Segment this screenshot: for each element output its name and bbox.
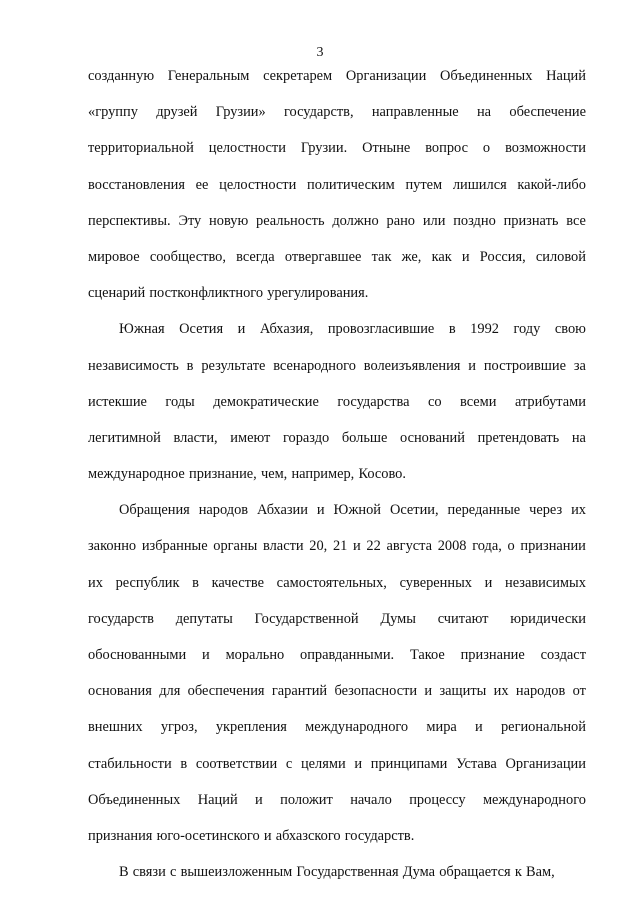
text-line: Объединенных Наций и положит начало процессу международного bbox=[88, 791, 586, 808]
paragraph bbox=[88, 311, 586, 492]
text-line: мировое сообщество, всегда отвергавшее так же, как и Россия, силовой bbox=[88, 248, 586, 265]
page-number: 3 bbox=[316, 45, 324, 60]
text-line: «группу друзей Грузии» государств, направленные на обеспечение bbox=[88, 104, 586, 121]
text-line: перспективы. Эту новую реальность должно рано или поздно признать все bbox=[88, 212, 586, 229]
text-line: международное признание, чем, например, Косово. bbox=[88, 466, 406, 483]
document-body bbox=[88, 58, 586, 890]
text-line: Южная Осетия и Абхазия, провозгласившие в 1992 году свою bbox=[119, 321, 586, 338]
text-line: внешних угроз, укрепления международного мира и региональной bbox=[88, 719, 586, 736]
text-line: Обращения народов Абхазии и Южной Осетии, переданные через их bbox=[119, 502, 586, 519]
text-line: их республик в качестве самостоятельных, суверенных и независимых bbox=[88, 574, 586, 591]
text-line: государств депутаты Государственной Думы считают юридически bbox=[88, 610, 586, 627]
text-line: обоснованными и морально оправданными. Такое признание создаст bbox=[88, 647, 586, 663]
text-line: независимость в результате всенародного волеизъявления и построившие за bbox=[88, 357, 586, 374]
text-line: признания юго-осетинского и абхазского государств. bbox=[88, 827, 415, 844]
text-line: стабильности в соответствии с целями и принципами Устава Организации bbox=[88, 755, 586, 772]
text-line: восстановления ее целостности политическим путем лишился какой-либо bbox=[88, 176, 586, 193]
text-line: созданную Генеральным секретарем Организации Объединенных Наций bbox=[88, 68, 586, 84]
text-line: законно избранные органы власти 20, 21 и 22 августа 2008 года, о признании bbox=[88, 538, 586, 555]
text-line: территориальной целостности Грузии. Отныне вопрос о возможности bbox=[88, 140, 586, 157]
paragraph bbox=[88, 492, 586, 854]
text-line: легитимной власти, имеют гораздо больше оснований претендовать на bbox=[88, 429, 586, 446]
paragraph bbox=[88, 58, 586, 311]
text-line: истекшие годы демократические государства со всеми атрибутами bbox=[88, 393, 586, 410]
text-line: сценарий постконфликтного урегулирования. bbox=[88, 285, 369, 302]
text-line: В связи с вышеизложенным Государственная Дума обращается к Вам, bbox=[119, 864, 555, 881]
text-line: основания для обеспечения гарантий безопасности и защиты их народов от bbox=[88, 683, 586, 700]
paragraph bbox=[88, 854, 586, 890]
